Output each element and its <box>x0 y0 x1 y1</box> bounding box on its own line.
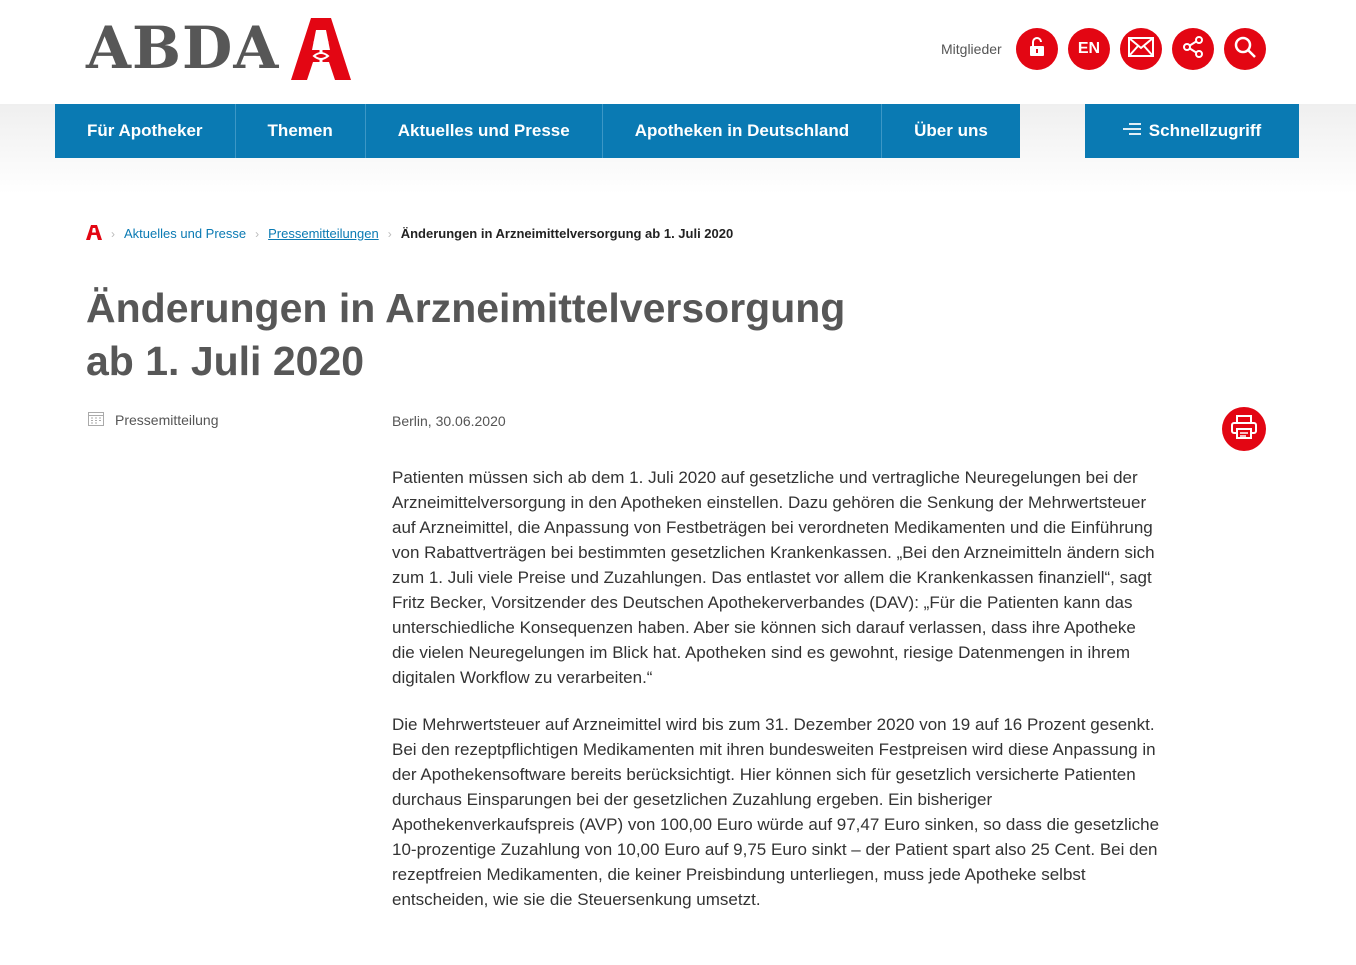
contact-button[interactable] <box>1120 28 1162 70</box>
breadcrumb <box>86 224 733 243</box>
search-button[interactable] <box>1224 28 1266 70</box>
nav-item-apotheken-in-deutschland[interactable]: Apotheken in Deutschland <box>603 104 882 158</box>
nav-item-themen[interactable]: Themen <box>236 104 366 158</box>
breadcrumb-pressemitteilungen[interactable]: Pressemitteilungen <box>268 226 379 241</box>
member-link[interactable]: Mitglieder <box>941 41 1002 57</box>
share-button[interactable] <box>1172 28 1214 70</box>
main-navigation <box>55 104 1020 158</box>
breadcrumb-current: Änderungen in Arzneimittelversorgung ab 1. Juli 2020 <box>400 226 734 241</box>
breadcrumb-aktuelles-und-presse[interactable]: Aktuelles und Presse <box>124 226 247 241</box>
article-body <box>392 465 1162 934</box>
article-date: Berlin, 30.06.2020 <box>392 413 506 429</box>
nav-item-ueber-uns[interactable]: Über uns <box>914 121 988 140</box>
chevron-right-icon: › <box>111 226 115 241</box>
chevron-right-icon: › <box>387 226 392 241</box>
article-paragraph: Die Mehrwertsteuer auf Arzneimittel wird bis zum 31. Dezember 2020 von 19 auf 16 Prozent gesenkt. Bei den rezeptpflichtigen Medikamenten mit ihren bundesweiten Festpreisen wird diese Anpassung in der Apothekensoftware bereits berücksichtigt. Hier können sich für gesetzlich versicherte Patienten durchaus Einsparungen bei der gesetzlichen Zuzahlung ergeben. Ein bisheriger Apothekenverkaufspreis (AVP) von 100,00 Euro würde auf 97,47 Euro sinken, so dass die gesetzliche 10-prozentige Zuzahlung von 10,00 Euro auf 9,75 Euro sinkt – der Patient spart also 25 Cent. Bei den rezeptfreien Medikamenten, die keiner Preisbindung unterliegen, muss jede Apotheke selbst entscheiden, wie sie die Steuersenkung umsetzt. <box>392 715 1160 909</box>
lock-icon <box>1026 36 1048 63</box>
nav-item-aktuelles-und-presse[interactable]: Aktuelles und Presse <box>366 104 603 158</box>
quick-access-label: Schnellzugriff <box>1148 121 1262 140</box>
page-title-line-1: Änderungen in Arzneimittelversorgung <box>86 285 846 331</box>
calendar-icon <box>88 411 104 429</box>
home-icon[interactable] <box>86 224 102 243</box>
article-type <box>88 411 219 429</box>
article-paragraph: Patienten müssen sich ab dem 1. Juli 2020 auf gesetzliche und vertragliche Neuregelungen bei der Arzneimittelversorgung in den Apotheken einstellen. Dazu gehören die Senkung der Mehrwertsteuer auf Arzneimittel, die Anpassung von Festbeträgen bei verordneten Medikamenten und die Einführung von Rabattverträgen bei bestimmten gesetzlichen Krankenkassen. „Bei den Arzneimitteln ändern sich zum 1. Juli viele Preise und Zuzahlungen. Das entlastet vor allem die Krankenkassen finanziell“, sagt Fritz Becker, Vorsitzender des Deutschen Apothekerverbandes (DAV): „Für die Patienten kann das unterschiedliche Konsequenzen haben. Aber sie können sich darauf verlassen, dass ihre Apotheke die vielen Neuregelungen im Blick hat. Apotheken sind es gewohnt, riesige Datenmengen in ihrem digitalen Workflow zu verarbeiten.“ <box>392 468 1155 687</box>
logo-text: ABDA <box>86 14 280 82</box>
search-icon <box>1233 35 1257 64</box>
page-title-line-2: ab 1. Juli 2020 <box>86 338 365 384</box>
page-title <box>86 282 986 388</box>
print-button[interactable] <box>1222 407 1266 451</box>
login-button[interactable] <box>1016 28 1058 70</box>
apotheke-a-icon <box>289 16 353 87</box>
mail-icon <box>1128 37 1154 62</box>
chevron-right-icon: › <box>255 226 260 241</box>
menu-lines-icon <box>1123 121 1141 141</box>
article-type-label: Pressemitteilung <box>115 412 219 428</box>
abda-logo[interactable] <box>86 16 353 80</box>
printer-icon <box>1231 415 1257 444</box>
quick-access-button[interactable] <box>1085 104 1299 158</box>
language-en-button[interactable]: EN <box>1068 28 1110 70</box>
site-header <box>0 0 1356 104</box>
share-icon <box>1181 35 1205 64</box>
nav-item-fuer-apotheker[interactable]: Für Apotheker <box>55 104 236 158</box>
